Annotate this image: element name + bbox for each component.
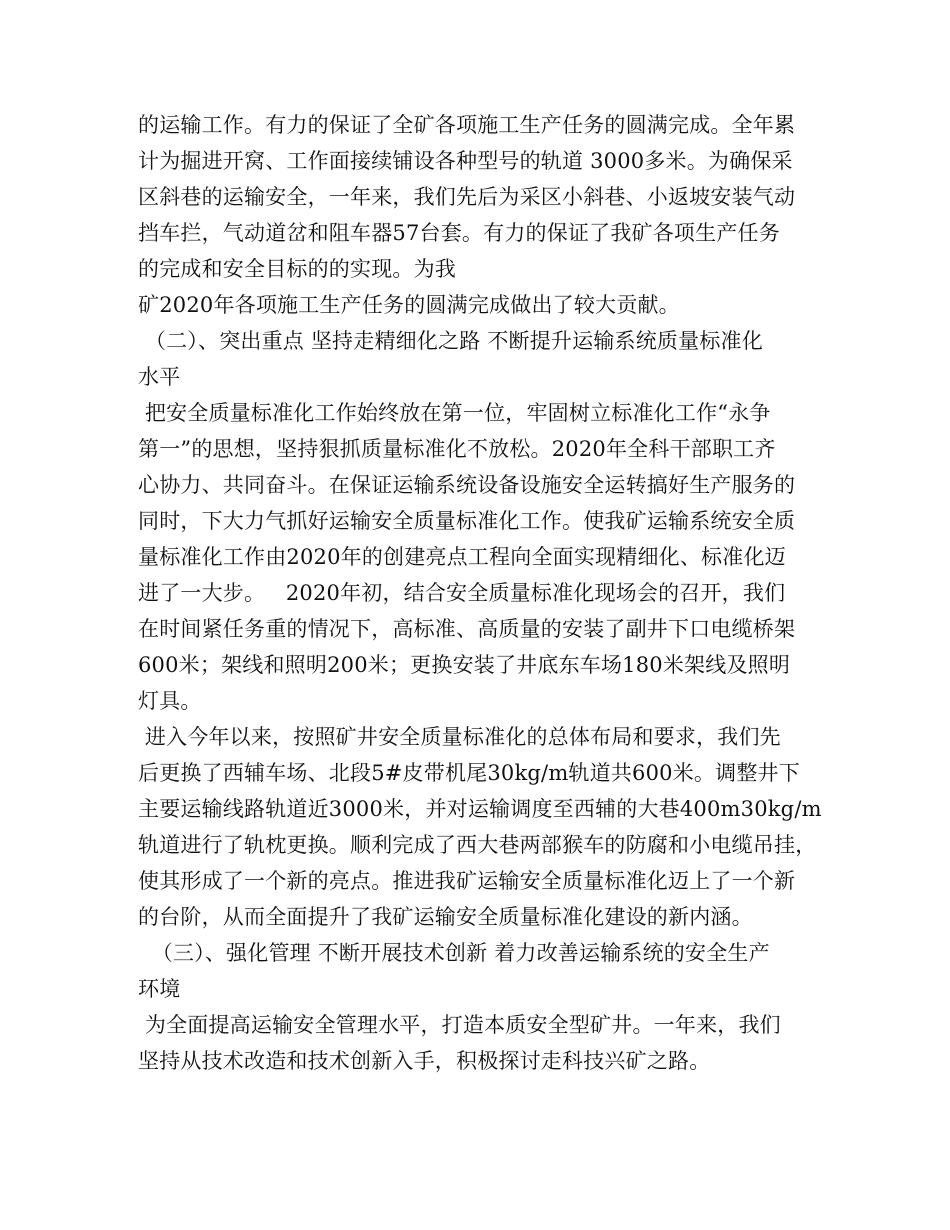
text-line: 使其形成了一个新的亮点。推进我矿运输安全质量标准化迈上了一个新	[138, 869, 796, 893]
text-line: 挡车拦，气动道岔和阻车器57台套。有力的保证了我矿各项生产任务	[138, 221, 780, 245]
text-line: 灯具。	[138, 689, 202, 713]
section-heading-3: （三）、强化管理 不断开展技术创新 着力改善运输系统的安全生产	[138, 941, 770, 965]
section-heading-2: （二）、突出重点 坚持走精细化之路 不断提升运输系统质量标准化	[138, 329, 763, 353]
document-body	[138, 107, 828, 1079]
text-line: 计为掘进开窝、工作面接续铺设各种型号的轨道 3000多米。为确保采	[138, 149, 793, 173]
text-line: 把安全质量标准化工作始终放在第一位，牢固树立标准化工作“永争	[138, 401, 771, 425]
text-line: 主要运输线路轨道近3000米，并对运输调度至西辅的大巷400m30kg/m	[138, 797, 822, 821]
text-line: 在时间紧任务重的情况下，高标准、高质量的安装了副井下口电缆桥架	[138, 617, 796, 641]
text-line: 轨道进行了轨枕更换。顺利完成了西大巷两部猴车的防腐和小电缆吊挂，	[138, 833, 817, 857]
text-line: 坚持从技术改造和技术创新入手，积极探讨走科技兴矿之路。	[138, 1049, 711, 1073]
text-line: 的完成和安全目标的的实现。为我	[138, 257, 456, 281]
text-line: 同时，下大力气抓好运输安全质量标准化工作。使我矿运输系统安全质	[138, 509, 796, 533]
text-line: 为全面提高运输安全管理水平，打造本质安全型矿井。一年来，我们	[138, 1013, 781, 1037]
text-line: 后更换了西辅车场、北段5#皮带机尾30kg/m轨道共600米。调整井下	[138, 761, 800, 785]
section-heading-3-cont: 环境	[138, 977, 181, 1001]
text-line: 区斜巷的运输安全，一年来，我们先后为采区小斜巷、小返坡安装气动	[138, 185, 796, 209]
text-line: 量标准化工作由2020年的创建亮点工程向全面实现精细化、标准化迈	[138, 545, 786, 569]
text-line: 600米；架线和照明200米；更换安装了井底东车场180米架线及照明	[138, 653, 791, 677]
text-line: 矿2020年各项施工生产任务的圆满完成做出了较大贡献。	[138, 293, 680, 317]
section-heading-2-cont: 水平	[138, 365, 181, 389]
text-line: 的运输工作。有力的保证了全矿各项施工生产任务的圆满完成。全年累	[138, 113, 796, 137]
text-line: 第一”的思想，坚持狠抓质量标准化不放松。2020年全科干部职工齐	[138, 437, 776, 461]
text-line: 进了一大步。 2020年初，结合安全质量标准化现场会的召开，我们	[138, 581, 786, 605]
text-line: 的台阶，从而全面提升了我矿运输安全质量标准化建设的新内涵。	[138, 905, 753, 929]
text-line: 进入今年以来，按照矿井安全质量标准化的总体布局和要求，我们先	[138, 725, 781, 749]
text-line: 心协力、共同奋斗。在保证运输系统设备设施安全运转搞好生产服务的	[138, 473, 796, 497]
